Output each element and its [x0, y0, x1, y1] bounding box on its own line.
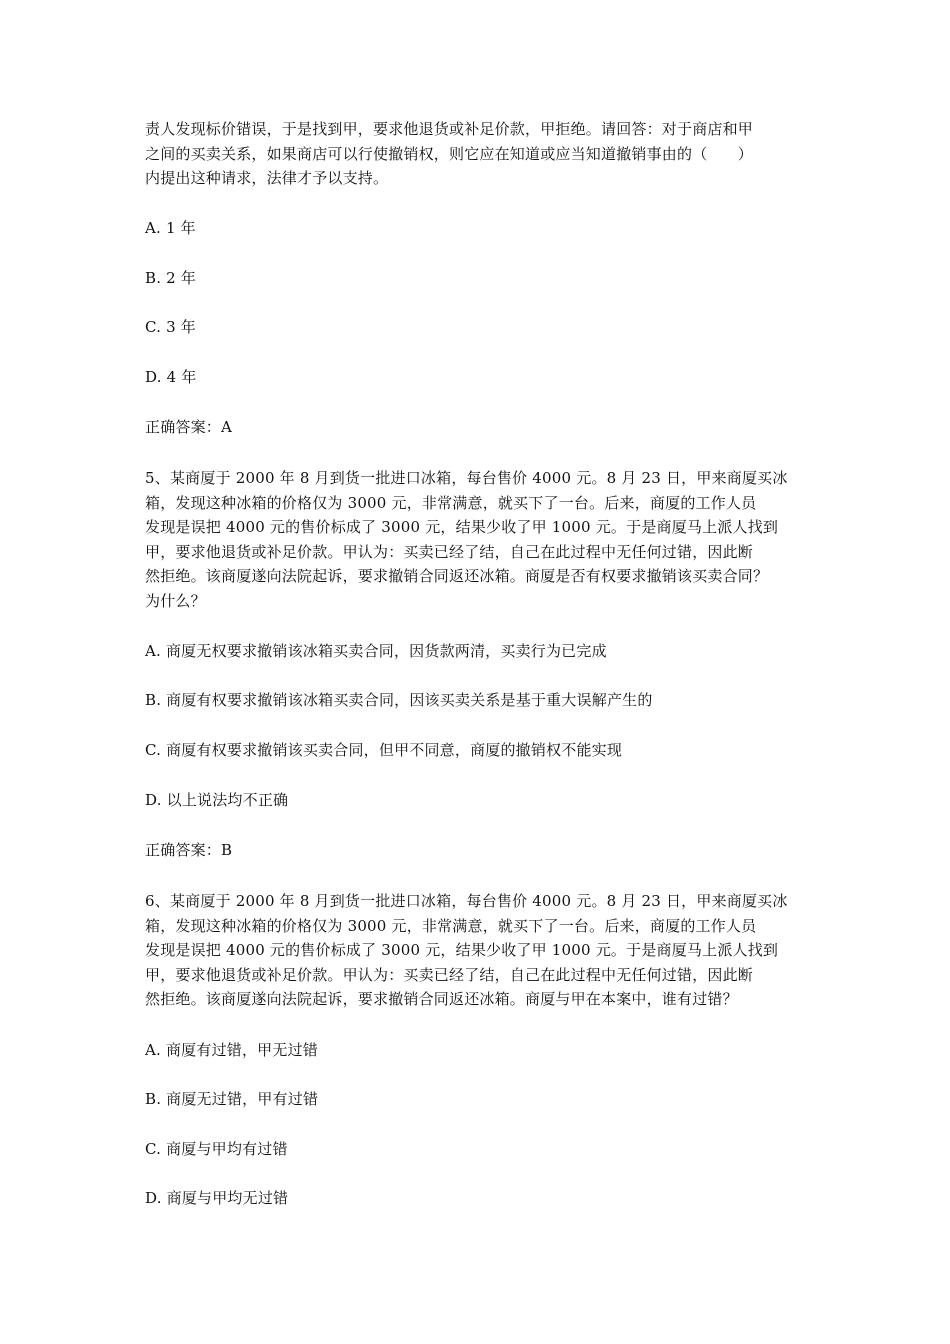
- question-line: 5、某商厦于 2000 年 8 月到货一批进口冰箱，每台售价 4000 元。8 月 23 日，甲来商厦买冰: [145, 469, 788, 487]
- question-line: 为什么？: [145, 591, 206, 610]
- question-6-option-d: D. 商厦与甲均无过错: [145, 1189, 289, 1207]
- question-5-option-c: C. 商厦有权要求撤销该买卖合同，但甲不同意，商厦的撤销权不能实现: [145, 741, 623, 759]
- question-6-option-a: A. 商厦有过错，甲无过错: [145, 1041, 318, 1059]
- question-4-option-c: C. 3 年: [145, 318, 196, 336]
- question-line: 之间的买卖关系，如果商店可以行使撤销权，则它应在知道或应当知道撤销事由的（ ）: [145, 144, 754, 163]
- question-line: 然拒绝。该商厦遂向法院起诉，要求撤销合同返还冰箱。商厦与甲在本案中，谁有过错？: [145, 990, 738, 1008]
- question-5-option-d: D. 以上说法均不正确: [145, 791, 289, 809]
- question-6-option-c: C. 商厦与甲均有过错: [145, 1140, 288, 1158]
- question-line: 箱，发现这种冰箱的价格仅为 3000 元，非常满意，就买下了一台。后来，商厦的工作人员: [145, 493, 757, 512]
- question-4-option-b: B. 2 年: [145, 269, 197, 287]
- question-5-answer: 正确答案：B: [145, 841, 233, 859]
- question-line: 然拒绝。该商厦遂向法院起诉，要求撤销合同返还冰箱。商厦是否有权要求撤销该买卖合同？: [145, 567, 769, 585]
- question-line: 6、某商厦于 2000 年 8 月到货一批进口冰箱，每台售价 4000 元。8 月 23 日，甲来商厦买冰: [145, 892, 788, 910]
- question-6-option-b: B. 商厦无过错，甲有过错: [145, 1090, 319, 1108]
- question-5-text: [145, 466, 815, 613]
- question-4-text: [145, 117, 815, 191]
- question-line: 甲，要求他退货或补足价款。甲认为：买卖已经了结，自己在此过程中无任何过错，因此断: [145, 965, 754, 984]
- question-line: 箱，发现这种冰箱的价格仅为 3000 元，非常满意，就买下了一台。后来，商厦的工作人员: [145, 916, 757, 935]
- question-line: 责人发现标价错误，于是找到甲，要求他退货或补足价款，甲拒绝。请回答：对于商店和甲: [145, 120, 754, 138]
- question-5-option-a: A. 商厦无权要求撤销该冰箱买卖合同，因货款两清，买卖行为已完成: [145, 642, 607, 660]
- question-4-option-d: D. 4 年: [145, 368, 197, 386]
- question-line: 甲，要求他退货或补足价款。甲认为：买卖已经了结，自己在此过程中无任何过错，因此断: [145, 542, 754, 561]
- question-6-text: [145, 889, 815, 1012]
- question-line: 发现是误把 4000 元的售价标成了 3000 元，结果少收了甲 1000 元。于是商厦马上派人找到: [145, 941, 779, 959]
- question-4-answer: 正确答案：A: [145, 418, 233, 436]
- question-4-option-a: A. 1 年: [145, 219, 196, 237]
- question-line: 发现是误把 4000 元的售价标成了 3000 元，结果少收了甲 1000 元。于是商厦马上派人找到: [145, 518, 779, 536]
- question-line: 内提出这种请求，法律才予以支持。: [145, 169, 389, 187]
- question-5-option-b: B. 商厦有权要求撤销该冰箱买卖合同，因该买卖关系是基于重大误解产生的: [145, 691, 653, 709]
